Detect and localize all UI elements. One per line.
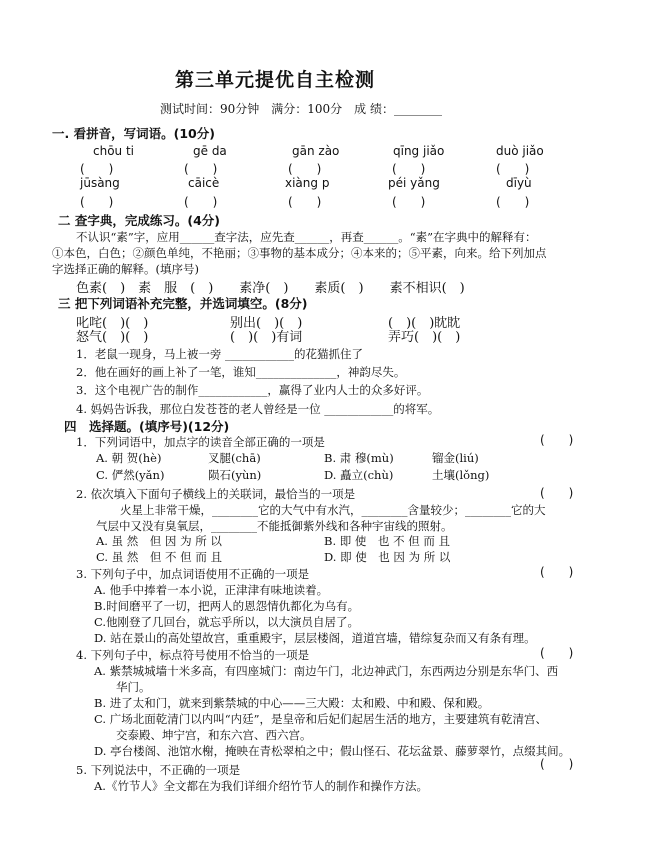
q2-option-d: D. 即 使 也 因 为 所 以 [324, 550, 451, 564]
q2-option-b: B. 即 使 也 不 但 而 且 [324, 534, 451, 548]
q4-option-b: B. 进了太和门，就来到紫禁城的中心——三大殿：太和殿、中和殿、保和殿。 [94, 696, 490, 710]
q1-option-b2: 镏金(liú) [432, 451, 479, 465]
answer-blank[interactable]: ( ) [80, 162, 114, 176]
q4-option-c-cont: 交泰殿、坤宁宫，和东六宫、西六宫。 [116, 728, 312, 742]
section3-heading: 三 把下列词语补充完整，并选词填空。(8分) [58, 296, 308, 311]
idiom-1: 叱咤( )( ) [76, 316, 149, 331]
idiom-6: 弄巧( )( ) [388, 330, 461, 345]
answer-blank[interactable]: ( ) [392, 195, 426, 209]
sec2-line2: ①本色，白色；②颜色单纯，不艳丽；③事物的基本成分；④本来的；⑤平素，向来。给下列加点 [52, 246, 547, 260]
q4-stem: 4. 下列句子中，标点符号使用不恰当的一项是 [76, 648, 310, 662]
pinyin-1: chōu ti [93, 144, 135, 158]
pinyin-5: duò jiǎo [496, 144, 544, 158]
q1-option-b: B. 肃 穆(mù) [324, 451, 394, 465]
pinyin-7: cāicè [188, 176, 220, 190]
answer-blank[interactable]: ( ) [80, 195, 114, 209]
answer-blank[interactable]: ( ) [288, 162, 322, 176]
pinyin-8: xiàng p [285, 176, 330, 190]
sec3-q2: 2．他在画好的画上补了一笔，谁知______________，神韵尽失。 [76, 365, 406, 379]
pinyin-9: péi yǎng [388, 176, 440, 190]
answer-paren[interactable]: ( ) [540, 646, 574, 660]
q1-option-c2: 陨石(yùn) [208, 468, 262, 482]
idiom-4: 怒气( )( ) [76, 330, 149, 345]
section2-heading: 二 查字典，完成练习。(4分) [58, 213, 220, 228]
q1-option-c: C. 俨然(yǎn) [96, 468, 165, 482]
sec3-q1: 1．老鼠一现身，马上被一旁 ____________的花猫抓住了 [76, 347, 363, 361]
q5-stem: 5. 下列说法中，不正确的一项是 [76, 763, 241, 777]
pinyin-3: gān zào [292, 144, 340, 158]
q1-stem: 1．下列词语中，加点字的读音全部正确的一项是 [76, 435, 325, 449]
q1-option-d2: 土壤(lǒng) [432, 468, 490, 482]
q2-option-c: C. 虽 然 但 不 但 而 且 [96, 550, 222, 564]
q3-option-a: A. 他手中捧着一本小说，正津津有味地读着。 [94, 583, 329, 597]
answer-blank[interactable]: ( ) [184, 195, 218, 209]
section1-heading: 一. 看拼音，写词语。(10分) [52, 126, 215, 141]
answer-blank[interactable]: ( ) [184, 162, 218, 176]
answer-paren[interactable]: ( ) [540, 433, 574, 447]
q1-option-a: A. 朝 贺(hè) [96, 451, 162, 465]
sec3-q4: 4. 妈妈告诉我，那位白发苍苍的老人曾经是一位 ____________的将军。 [76, 402, 440, 416]
answer-blank[interactable]: ( ) [288, 195, 322, 209]
q4-option-d: D. 亭台楼阁、池馆水榭，掩映在青松翠柏之中；假山怪石、花坛盆景、藤萝翠竹，点缀其间。 [94, 744, 571, 758]
answer-paren[interactable]: ( ) [540, 486, 574, 500]
q4-option-a: A. 紫禁城城墙十米多高，有四座城门：南边午门，北边神武门，东西两边分别是东华门、西 [94, 664, 559, 678]
q3-option-d: D. 站在景山的高处望故宫，重重殿宇，层层楼阁，道道宫墙，错综复杂而又有条有理。 [94, 631, 536, 645]
idiom-2: 别出( )( ) [230, 316, 303, 331]
q2-option-a: A. 虽 然 但 因 为 所 以 [96, 534, 222, 548]
test-info: 测试时间：90分钟 满分：100分 成 绩：________ [160, 102, 442, 116]
q4-option-a-cont: 华门。 [116, 680, 151, 694]
q2-stem: 2. 依次填入下面句子横线上的关联词，最恰当的一项是 [76, 487, 356, 501]
sec3-q3: 3．这个电视广告的制作____________，赢得了业内人士的众多好评。 [76, 383, 429, 397]
q1-option-d: D. 矗立(chù) [324, 468, 394, 482]
q3-option-c: C.他刚登了几回台，就忘乎所以，以大演员自居了。 [94, 615, 360, 629]
sec2-line3: 字选择正确的解释。(填序号) [52, 262, 199, 276]
answer-blank[interactable]: ( ) [392, 162, 426, 176]
sec2-items: 色素( ) 素 服 ( ) 素净( ) 素质( ) 素不相识( ) [76, 281, 465, 296]
q2-passage-line2: 气层中又没有臭氧层，________不能抵御紫外线和各种宇宙线的照射。 [96, 519, 453, 533]
q1-option-a2: 叉腿(chā) [208, 451, 261, 465]
answer-blank[interactable]: ( ) [496, 195, 530, 209]
idiom-5: ( )( )有词 [230, 330, 303, 345]
answer-paren[interactable]: ( ) [540, 565, 574, 579]
pinyin-6: jūsàng [80, 176, 120, 190]
q4-option-c: C. 广场北面乾清门以内叫“内廷”，是皇帝和后妃们起居生活的地方，主要建筑有乾清宫、 [94, 712, 547, 726]
pinyin-10: dīyù [506, 176, 532, 190]
pinyin-2: gē da [193, 144, 227, 158]
q2-passage-line1: 火星上非常干燥，________它的大气中有水汽，________含量较少；________它的大 [120, 503, 546, 517]
page-title: 第三单元提优自主检测 [175, 69, 376, 91]
pinyin-4: qīng jiǎo [393, 144, 445, 158]
answer-blank[interactable]: ( ) [496, 162, 530, 176]
q3-stem: 3. 下列句子中，加点词语使用不正确的一项是 [76, 567, 310, 581]
idiom-3: ( )( )眈眈 [388, 316, 461, 331]
q3-option-b: B.时间磨平了一切，把两人的恩怨情仇都化为乌有。 [94, 599, 360, 613]
answer-paren[interactable]: ( ) [540, 757, 574, 771]
sec2-line1: 不认识“素”字，应用______查字法，应先查______，再查______。“素”在字典中的解释有： [76, 230, 537, 244]
q5-option-a: A.《竹节人》全文都在为我们详细介绍竹节人的制作和操作方法。 [94, 779, 428, 793]
section4-heading: 四 选择题。(填序号)(12分) [64, 419, 230, 434]
